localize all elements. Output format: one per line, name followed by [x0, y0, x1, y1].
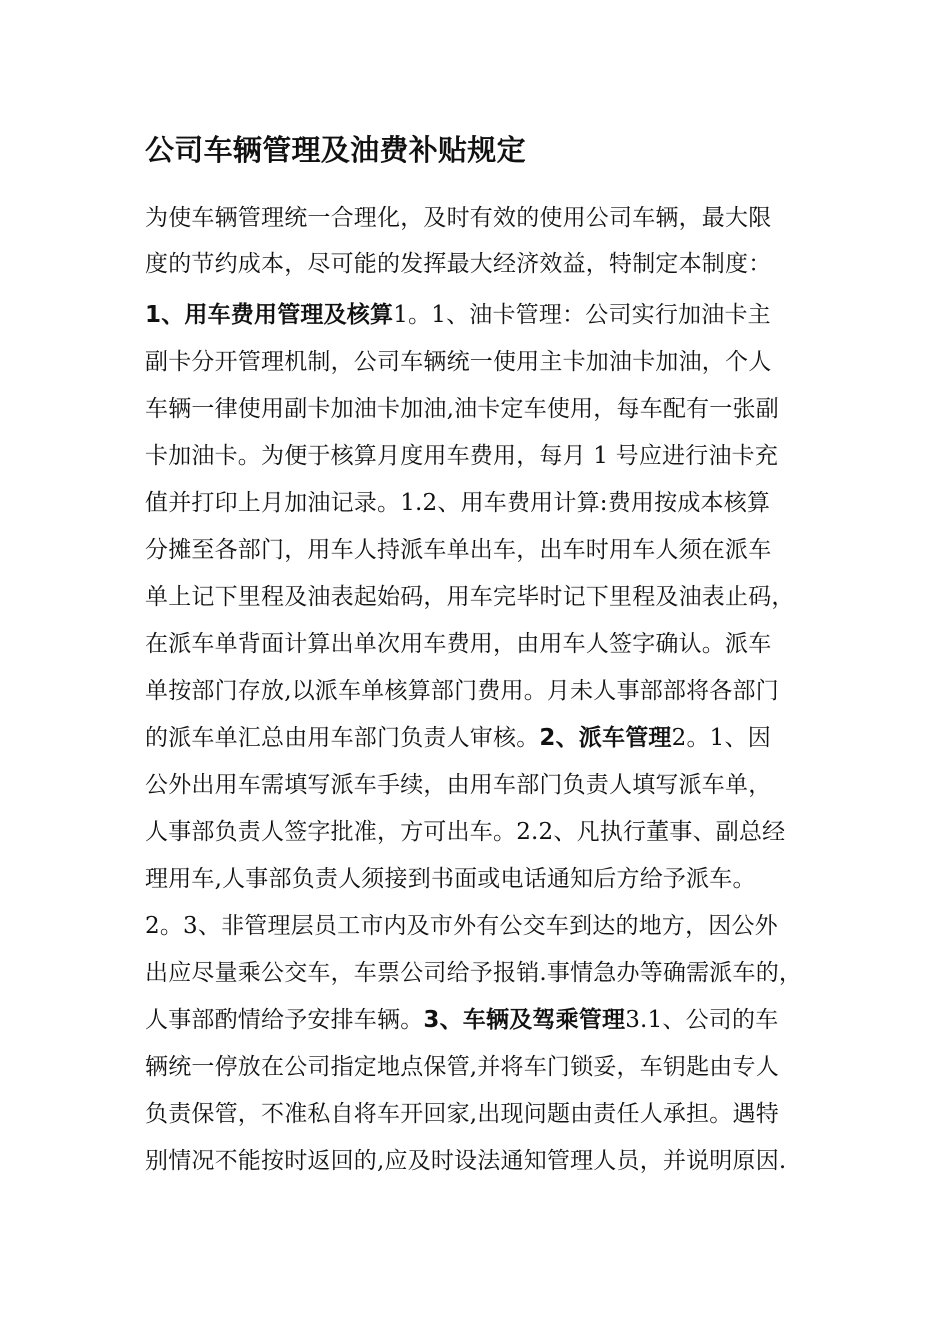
text-line	[145, 621, 825, 668]
text-line	[145, 386, 825, 433]
text-line	[145, 241, 825, 292]
paragraph-text: 理用车,人事部负责人须接到书面或电话通知后方给予派车。	[145, 866, 756, 892]
paragraph-text: 1。1、油卡管理：公司实行加油卡主	[393, 302, 771, 328]
section-heading: 3、车辆及驾乘管理	[423, 1007, 626, 1033]
text-line	[145, 1091, 825, 1138]
text-line	[145, 195, 825, 241]
section-heading: 2、派车管理	[539, 725, 672, 751]
text-line	[145, 856, 825, 903]
paragraph-text: 人事部酌情给予安排车辆。	[145, 1007, 424, 1033]
paragraph-text: 单上记下里程及油表起始码，用车完毕时记下里程及油表止码，	[145, 584, 795, 610]
text-line	[145, 339, 825, 386]
text-line	[145, 527, 825, 574]
paragraph-text: 为使车辆管理统一合理化，及时有效的使用公司车辆，最大限	[145, 205, 772, 231]
paragraph-text: 副卡分开管理机制，公司车辆统一使用主卡加油卡加油，个人	[145, 349, 772, 375]
paragraph-text: 公外出用车需填写派车手续，由用车部门负责人填写派车单，	[145, 772, 772, 798]
text-line	[145, 762, 825, 809]
text-line	[145, 1044, 825, 1091]
text-line	[145, 950, 825, 997]
paragraph-text: 负责保管，不准私自将车开回家,出现问题由责任人承担。遇特	[145, 1101, 779, 1127]
paragraph-text: 2。1、因	[671, 725, 771, 751]
paragraph-text: 辆统一停放在公司指定地点保管,并将车门锁妥，车钥匙由专人	[145, 1054, 779, 1080]
text-line	[145, 292, 825, 339]
text-line	[145, 903, 825, 950]
text-line	[145, 809, 825, 856]
paragraph-text: 车辆一律使用副卡加油卡加油,油卡定车使用，每车配有一张副	[145, 396, 779, 422]
paragraph-text: 值并打印上月加油记录。1.2、用车费用计算:费用按成本核算	[145, 490, 771, 516]
text-line	[145, 1138, 825, 1185]
text-line	[145, 997, 825, 1044]
paragraph-text: 单按部门存放,以派车单核算部门费用。月未人事部部将各部门	[145, 678, 779, 704]
text-line	[145, 574, 825, 621]
paragraph-text: 在派车单背面计算出单次用车费用，由用车人签字确认。派车	[145, 631, 772, 657]
text-line	[145, 433, 825, 480]
document-body	[145, 195, 825, 1185]
paragraph-text: 3.1、公司的车	[625, 1007, 779, 1033]
paragraph-text: 别情况不能按时返回的,应及时设法通知管理人员，并说明原因.	[145, 1148, 787, 1174]
paragraph-text: 度的节约成本，尽可能的发挥最大经济效益，特制定本制度：	[145, 251, 772, 277]
paragraph-text: 卡加油卡。为便于核算月度用车费用，每月 1 号应进行油卡充	[145, 443, 779, 469]
text-line	[145, 668, 825, 715]
paragraph-text: 分摊至各部门，用车人持派车单出车，出车时用车人须在派车	[145, 537, 772, 563]
document-title: 公司车辆管理及油费补贴规定	[145, 133, 526, 167]
text-line	[145, 715, 825, 762]
text-line	[145, 480, 825, 527]
section-heading: 1、用车费用管理及核算	[145, 302, 394, 328]
paragraph-text: 人事部负责人签字批准，方可出车。2.2、凡执行董事、副总经	[145, 819, 786, 845]
paragraph-text: 出应尽量乘公交车，车票公司给予报销.事情急办等确需派车的，	[145, 960, 803, 986]
paragraph-text: 的派车单汇总由用车部门负责人审核。	[145, 725, 540, 751]
paragraph-text: 2。3、非管理层员工市内及市外有公交车到达的地方，因公外	[145, 913, 778, 939]
